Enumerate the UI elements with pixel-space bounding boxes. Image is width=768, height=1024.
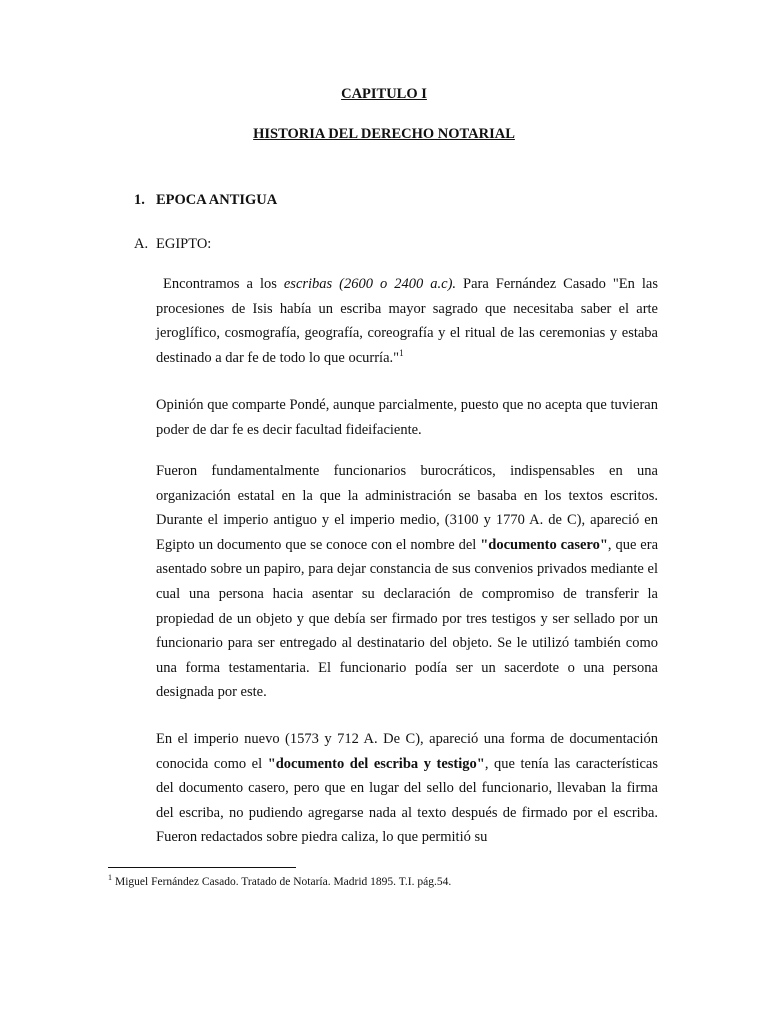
footnote-marker: 1 [108,873,112,882]
paragraph-3-after: , que era asentado sobre un papiro, para dejar constancia de sus convenios privados mediante el cual una persona hacia asentar su declaración de compromiso de transferir la propiedad de un objeto y que debía ser firmado por tres testigos y ser sellado por un funcionario para ser entregado al destinatario del objeto. Se le utilizó también como una forma testamentaria. El funcionario podía ser un sacerdote o una persona designada por este. [156,536,659,701]
subsection-number: A. [134,236,149,252]
chapter-title: HISTORIA DEL DERECHO NOTARIAL [253,126,515,142]
paragraph-4-after: , que tenía las características del documento casero, pero que en lugar del sello del funcionario, llevaban la firma del escriba, no pudiendo agregarse nada al texto después de firmado por el escriba. Fueron redactados sobre piedra caliza, lo que permitió su [156,755,658,846]
section-heading [134,192,277,209]
paragraph-1-rest: Para Fernández Casado "En las procesiones de Isis había un escriba mayor sagrado que necesitaba saber el arte jeroglífico, cosmografía, geografía, coreografía y el ritual de las ceremonias y estaba destinado a dar fe de todo lo que ocurría." [156,276,658,366]
paragraph-4-before: En el imperio nuevo (1573 y 712 A. De C), apareció una forma de documentación conocida como el [156,731,658,772]
footnote-divider [108,867,296,868]
paragraph-2: Opinión que comparte Pondé, aunque parcialmente, puesto que no acepta que tuvieran poder de dar fe es decir facultad fideifaciente. [156,397,658,438]
paragraph-3 [156,459,658,705]
paragraph-1 [156,272,658,370]
footnote-reference[interactable]: 1 [399,347,404,358]
footnote-text: Miguel Fernández Casado. Tratado de Notaría. Madrid 1895. T.I. pág.54. [115,876,452,888]
paragraph-3-bold: "documento casero" [480,536,608,553]
subsection-label: EGIPTO: [156,236,212,252]
section-label: EPOCA ANTIGUA [156,192,278,208]
paragraph-1-intro: Encontramos a los [163,276,284,292]
paragraph-4-bold: "documento del escriba y testigo" [267,755,485,772]
section-number: 1. [134,192,145,208]
footnote [108,873,452,888]
chapter-heading: CAPITULO I [341,86,427,102]
subsection-heading [134,236,211,253]
paragraph-4 [156,727,658,850]
paragraph-1-italic: escribas (2600 o 2400 a.c). [283,276,457,292]
paragraph-3-before: Fueron fundamentalmente funcionarios burocráticos, indispensables en una organización estatal en la que la administración se basaba en los textos escritos. Durante el imperio antiguo y el imperio medio, (3100 y 1770 A. de C), apareció en Egipto un documento que se conoce con el nombre del [156,463,658,553]
